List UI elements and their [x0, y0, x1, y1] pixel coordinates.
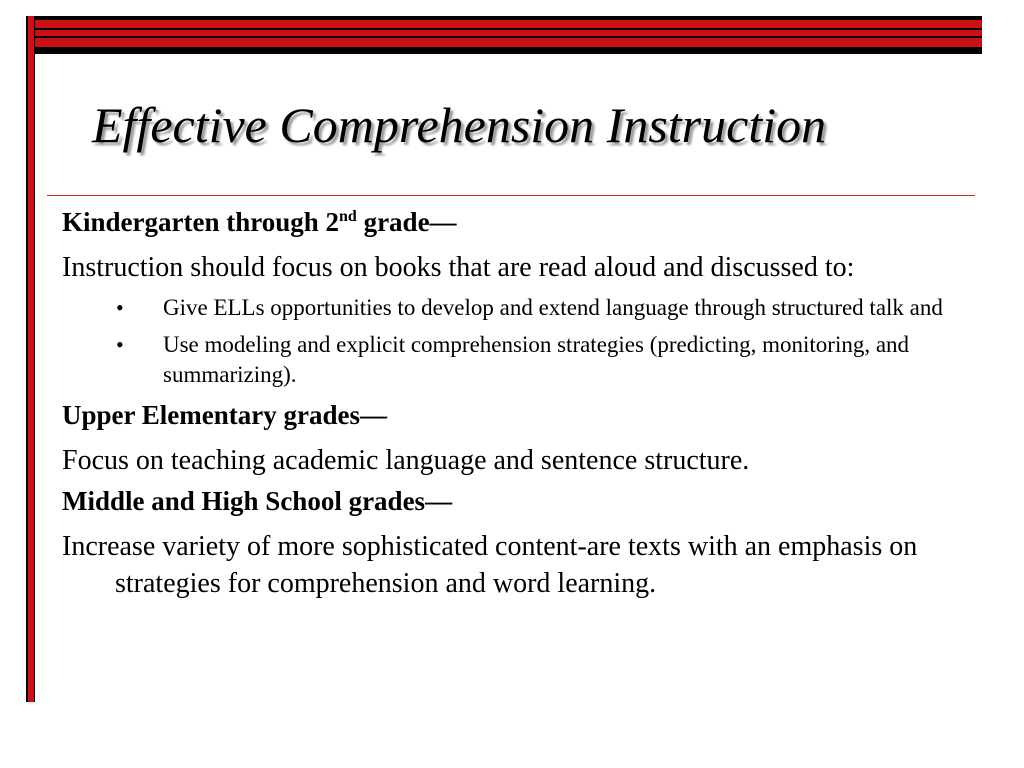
section-heading-upper-elementary: Upper Elementary grades—	[62, 400, 387, 430]
section-body-middle-high: Increase variety of more sophisticated content-are texts with an emphasis on strategies for comprehension and word learning.	[62, 531, 918, 599]
left-decorative-bar	[26, 16, 35, 702]
slide-title: Effective Comprehension Instruction	[92, 97, 827, 153]
bullet-text: Give ELLs opportunities to develop and extend language through structured talk and	[163, 295, 943, 320]
section-heading-k2	[62, 207, 962, 237]
title-divider	[47, 195, 975, 196]
heading-k2-superscript: nd	[339, 208, 357, 225]
section-heading-middle-high: Middle and High School grades—	[62, 486, 453, 516]
top-bar-stripe	[26, 28, 982, 30]
top-decorative-bar	[26, 16, 982, 54]
list-item	[62, 330, 962, 390]
slide-body	[62, 207, 962, 609]
heading-k2-main: Kindergarten through 2	[62, 207, 340, 237]
bullet-list	[62, 293, 962, 390]
top-bar-red-band	[26, 20, 982, 47]
heading-k2-tail: grade—	[356, 207, 457, 237]
bullet-text: Use modeling and explicit comprehension strategies (predicting, monitoring, and summarizing).	[163, 332, 910, 387]
bullet-icon: •	[116, 295, 124, 320]
bullet-icon: •	[116, 332, 124, 357]
top-bar-stripe	[26, 36, 982, 38]
section-body-k2: Instruction should focus on books that are read aloud and discussed to:	[62, 252, 855, 283]
list-item	[62, 293, 962, 323]
left-bar-red-band	[28, 16, 34, 702]
section-body-upper-elementary: Focus on teaching academic language and sentence structure.	[62, 445, 750, 476]
